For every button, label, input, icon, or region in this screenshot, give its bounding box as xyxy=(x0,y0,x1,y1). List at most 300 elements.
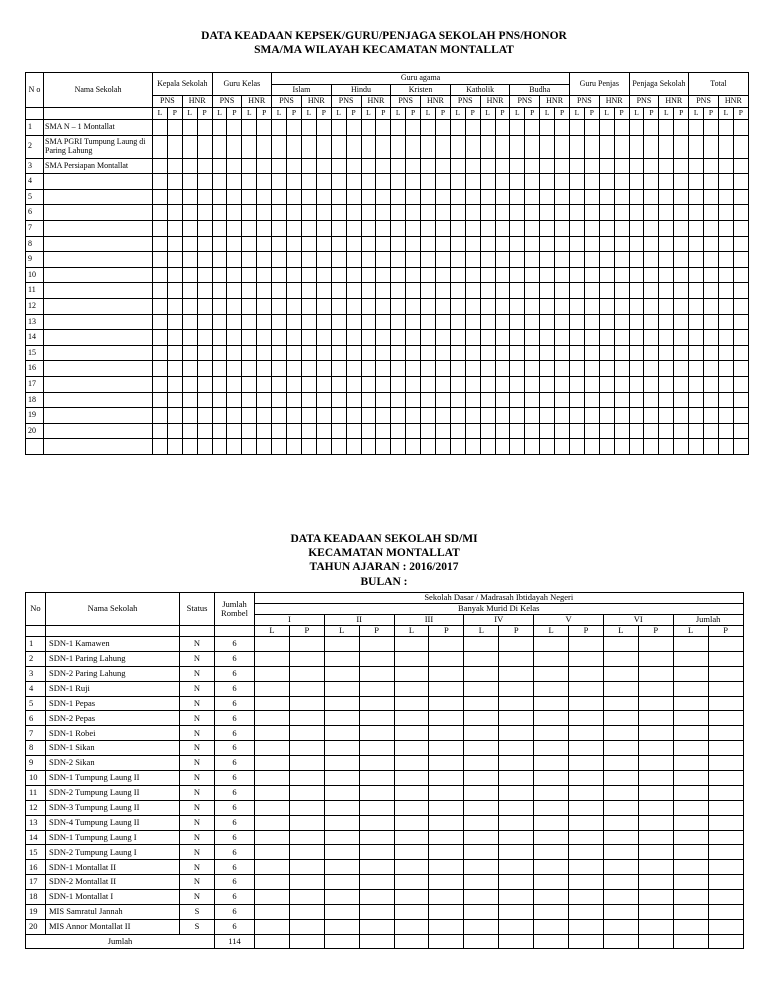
header-pns: PNS xyxy=(569,96,599,108)
data-cell xyxy=(153,174,168,190)
data-cell xyxy=(257,120,272,136)
data-cell xyxy=(534,696,569,711)
data-cell xyxy=(301,174,316,190)
data-cell xyxy=(673,666,708,681)
data-cell xyxy=(464,785,499,800)
data-cell xyxy=(718,392,733,408)
data-cell xyxy=(614,298,629,314)
data-cell xyxy=(346,174,361,190)
data-cell xyxy=(394,726,429,741)
data-cell xyxy=(599,120,614,136)
data-cell xyxy=(182,408,197,424)
data-cell xyxy=(510,158,525,174)
data-cell xyxy=(629,158,644,174)
data-cell xyxy=(435,205,450,221)
data-cell xyxy=(242,236,257,252)
data-cell xyxy=(167,392,182,408)
data-cell xyxy=(480,298,495,314)
data-cell xyxy=(465,408,480,424)
data-cell xyxy=(435,298,450,314)
data-cell xyxy=(555,376,570,392)
data-cell xyxy=(429,830,464,845)
data-cell xyxy=(644,361,659,377)
header-p: P xyxy=(406,108,421,120)
data-cell xyxy=(167,283,182,299)
data-cell xyxy=(689,158,704,174)
data-cell xyxy=(301,298,316,314)
data-cell xyxy=(569,283,584,299)
data-cell xyxy=(689,408,704,424)
data-cell xyxy=(376,298,391,314)
data-cell xyxy=(464,696,499,711)
data-cell xyxy=(555,252,570,268)
data-cell xyxy=(394,785,429,800)
header-l: L xyxy=(361,108,376,120)
data-cell xyxy=(464,815,499,830)
header-p: P xyxy=(638,626,673,637)
data-cell xyxy=(324,637,359,652)
data-cell xyxy=(272,376,287,392)
data-cell xyxy=(603,711,638,726)
data-cell xyxy=(674,205,689,221)
row-school-name xyxy=(44,376,153,392)
data-cell xyxy=(584,392,599,408)
data-cell xyxy=(287,189,302,205)
data-cell xyxy=(499,890,534,905)
data-cell xyxy=(289,741,324,756)
data-cell xyxy=(733,283,748,299)
data-cell xyxy=(429,845,464,860)
data-cell xyxy=(287,174,302,190)
row-rombel: 6 xyxy=(215,785,255,800)
data-cell xyxy=(569,696,604,711)
row-no: 9 xyxy=(26,252,44,268)
data-cell xyxy=(480,205,495,221)
data-cell xyxy=(638,905,673,920)
data-cell xyxy=(510,205,525,221)
row-school-name: SDN-2 Montallat II xyxy=(46,875,180,890)
data-cell xyxy=(599,439,614,455)
data-cell xyxy=(153,120,168,136)
data-cell xyxy=(331,376,346,392)
data-cell xyxy=(704,439,719,455)
row-no: 16 xyxy=(26,361,44,377)
data-cell xyxy=(674,252,689,268)
data-cell xyxy=(638,711,673,726)
data-cell xyxy=(733,205,748,221)
header-l: L xyxy=(242,108,257,120)
data-cell xyxy=(167,205,182,221)
data-cell xyxy=(540,252,555,268)
data-cell xyxy=(331,205,346,221)
data-cell xyxy=(450,408,465,424)
data-cell xyxy=(673,756,708,771)
data-cell xyxy=(242,298,257,314)
data-cell xyxy=(569,875,604,890)
data-cell xyxy=(629,392,644,408)
header-p: P xyxy=(257,108,272,120)
data-cell xyxy=(272,345,287,361)
data-cell xyxy=(316,423,331,439)
row-rombel: 6 xyxy=(215,890,255,905)
data-cell xyxy=(638,741,673,756)
data-cell xyxy=(242,189,257,205)
data-cell xyxy=(257,205,272,221)
row-status: S xyxy=(180,905,215,920)
data-cell xyxy=(510,220,525,236)
data-cell xyxy=(584,220,599,236)
data-cell xyxy=(638,890,673,905)
row-school-name xyxy=(44,205,153,221)
data-cell xyxy=(510,361,525,377)
data-cell xyxy=(629,220,644,236)
data-cell xyxy=(638,860,673,875)
data-cell xyxy=(287,135,302,158)
data-cell xyxy=(510,376,525,392)
header-p: P xyxy=(346,108,361,120)
data-cell xyxy=(316,330,331,346)
data-cell xyxy=(212,220,227,236)
header-pns: PNS xyxy=(212,96,242,108)
row-school-name xyxy=(44,314,153,330)
data-cell xyxy=(406,423,421,439)
data-cell xyxy=(659,376,674,392)
data-cell xyxy=(555,158,570,174)
data-cell xyxy=(599,189,614,205)
data-cell xyxy=(644,314,659,330)
data-cell xyxy=(704,423,719,439)
data-cell xyxy=(167,439,182,455)
data-cell xyxy=(182,330,197,346)
data-cell xyxy=(289,890,324,905)
data-cell xyxy=(733,408,748,424)
data-cell xyxy=(499,681,534,696)
data-cell xyxy=(704,267,719,283)
data-cell xyxy=(540,408,555,424)
data-cell xyxy=(167,361,182,377)
row-school-name: SDN-4 Tumpung Laung II xyxy=(46,815,180,830)
data-cell xyxy=(659,174,674,190)
data-cell xyxy=(525,314,540,330)
data-cell xyxy=(603,875,638,890)
data-cell xyxy=(227,283,242,299)
data-cell xyxy=(673,696,708,711)
header-p: P xyxy=(569,626,604,637)
table-row xyxy=(26,298,749,314)
data-cell xyxy=(167,345,182,361)
data-cell xyxy=(167,120,182,136)
data-cell xyxy=(359,711,394,726)
data-cell xyxy=(614,330,629,346)
data-cell xyxy=(391,283,406,299)
header-l: L xyxy=(212,108,227,120)
data-cell xyxy=(708,845,743,860)
data-cell xyxy=(289,681,324,696)
data-cell xyxy=(212,174,227,190)
data-cell xyxy=(272,220,287,236)
data-cell xyxy=(421,423,436,439)
data-cell xyxy=(272,408,287,424)
doc1-title-line2: SMA/MA WILAYAH KECAMATAN MONTALLAT xyxy=(254,44,514,56)
data-cell xyxy=(450,205,465,221)
data-cell xyxy=(361,174,376,190)
row-no: 19 xyxy=(26,408,44,424)
data-cell xyxy=(346,423,361,439)
data-cell xyxy=(346,330,361,346)
data-cell xyxy=(287,345,302,361)
data-cell xyxy=(534,756,569,771)
data-cell xyxy=(435,174,450,190)
header-katholik: Katholik xyxy=(450,85,510,96)
row-school-name xyxy=(44,392,153,408)
data-cell xyxy=(324,711,359,726)
data-cell xyxy=(603,815,638,830)
row-rombel: 6 xyxy=(215,830,255,845)
data-cell xyxy=(708,651,743,666)
row-status: N xyxy=(180,741,215,756)
data-cell xyxy=(182,439,197,455)
data-cell xyxy=(659,220,674,236)
data-cell xyxy=(555,120,570,136)
table-row xyxy=(26,785,744,800)
data-cell xyxy=(435,158,450,174)
data-cell xyxy=(480,439,495,455)
data-cell xyxy=(689,120,704,136)
data-cell xyxy=(346,158,361,174)
data-cell xyxy=(182,158,197,174)
data-cell xyxy=(197,120,212,136)
header-blank xyxy=(215,626,255,637)
doc2-title-line1: DATA KEADAAN SEKOLAH SD/MI xyxy=(290,533,478,545)
data-cell xyxy=(289,637,324,652)
data-cell xyxy=(242,423,257,439)
data-cell xyxy=(182,361,197,377)
data-cell xyxy=(674,392,689,408)
table-row xyxy=(26,681,744,696)
total-label: Jumlah xyxy=(26,934,215,948)
data-cell xyxy=(182,120,197,136)
header-p: P xyxy=(495,108,510,120)
data-cell xyxy=(584,252,599,268)
data-cell xyxy=(540,298,555,314)
data-cell xyxy=(316,361,331,377)
data-cell xyxy=(659,392,674,408)
data-cell xyxy=(346,267,361,283)
data-cell xyxy=(435,189,450,205)
data-cell xyxy=(301,267,316,283)
data-cell xyxy=(718,423,733,439)
data-cell xyxy=(287,376,302,392)
data-cell xyxy=(391,158,406,174)
data-cell xyxy=(540,283,555,299)
data-cell xyxy=(182,205,197,221)
data-cell xyxy=(429,919,464,934)
data-cell xyxy=(659,439,674,455)
data-cell xyxy=(255,860,290,875)
data-cell xyxy=(555,135,570,158)
data-cell xyxy=(704,236,719,252)
data-cell xyxy=(331,314,346,330)
data-cell xyxy=(255,875,290,890)
data-cell xyxy=(182,267,197,283)
data-cell xyxy=(614,423,629,439)
data-cell xyxy=(316,314,331,330)
data-cell xyxy=(316,439,331,455)
data-cell xyxy=(227,330,242,346)
data-cell xyxy=(376,423,391,439)
data-cell xyxy=(733,189,748,205)
data-cell xyxy=(331,423,346,439)
data-cell xyxy=(499,875,534,890)
data-cell xyxy=(197,189,212,205)
data-cell xyxy=(406,174,421,190)
data-cell xyxy=(673,905,708,920)
data-cell xyxy=(614,392,629,408)
data-cell xyxy=(659,120,674,136)
data-cell xyxy=(603,741,638,756)
data-cell xyxy=(227,267,242,283)
data-cell xyxy=(255,681,290,696)
data-cell xyxy=(212,408,227,424)
header-kelas-2: II xyxy=(324,615,394,626)
data-cell xyxy=(673,681,708,696)
data-cell xyxy=(287,298,302,314)
data-cell xyxy=(394,756,429,771)
data-cell xyxy=(718,283,733,299)
data-cell xyxy=(464,726,499,741)
data-cell xyxy=(673,800,708,815)
data-cell xyxy=(227,174,242,190)
data-cell xyxy=(510,423,525,439)
data-cell xyxy=(599,174,614,190)
data-cell xyxy=(704,252,719,268)
table-row xyxy=(26,666,744,681)
row-status: N xyxy=(180,756,215,771)
data-cell xyxy=(495,236,510,252)
data-cell xyxy=(674,135,689,158)
data-cell xyxy=(376,330,391,346)
row-status: N xyxy=(180,726,215,741)
data-cell xyxy=(540,314,555,330)
data-cell xyxy=(167,314,182,330)
data-cell xyxy=(212,361,227,377)
header-kepala-sekolah: Kepala Sekolah xyxy=(153,73,213,96)
data-cell xyxy=(287,283,302,299)
header-nama-sekolah: Nama Sekolah xyxy=(44,73,153,108)
data-cell xyxy=(406,135,421,158)
data-cell xyxy=(495,283,510,299)
table-row xyxy=(26,423,749,439)
data-cell xyxy=(242,283,257,299)
header-hnr: HNR xyxy=(599,96,629,108)
header-l: L xyxy=(324,626,359,637)
header-pns: PNS xyxy=(272,96,302,108)
data-cell xyxy=(167,158,182,174)
data-cell xyxy=(525,439,540,455)
data-cell xyxy=(465,439,480,455)
data-cell xyxy=(584,423,599,439)
data-cell xyxy=(435,120,450,136)
row-no: 8 xyxy=(26,236,44,252)
data-cell xyxy=(614,361,629,377)
row-school-name: SDN-1 Tumpung Laung II xyxy=(46,771,180,786)
row-no: 3 xyxy=(26,158,44,174)
data-cell xyxy=(391,314,406,330)
data-cell xyxy=(603,830,638,845)
data-cell xyxy=(555,298,570,314)
data-cell xyxy=(525,298,540,314)
data-cell xyxy=(435,314,450,330)
row-status: N xyxy=(180,711,215,726)
total-cell xyxy=(464,934,499,948)
row-no: 20 xyxy=(26,919,46,934)
row-no xyxy=(26,439,44,455)
data-cell xyxy=(674,174,689,190)
data-cell xyxy=(406,220,421,236)
data-cell xyxy=(429,756,464,771)
data-cell xyxy=(704,392,719,408)
data-cell xyxy=(359,800,394,815)
table-row xyxy=(26,220,749,236)
data-cell xyxy=(464,771,499,786)
data-cell xyxy=(718,298,733,314)
data-cell xyxy=(673,651,708,666)
table-row xyxy=(26,696,744,711)
data-cell xyxy=(406,330,421,346)
data-cell xyxy=(659,330,674,346)
data-cell xyxy=(638,815,673,830)
data-cell xyxy=(429,771,464,786)
data-cell xyxy=(316,120,331,136)
header-l: L xyxy=(629,108,644,120)
row-no: 17 xyxy=(26,376,44,392)
data-cell xyxy=(153,439,168,455)
data-cell xyxy=(301,135,316,158)
data-cell xyxy=(525,408,540,424)
data-cell xyxy=(242,376,257,392)
row-no: 6 xyxy=(26,205,44,221)
data-cell xyxy=(331,120,346,136)
table-row xyxy=(26,800,744,815)
data-cell xyxy=(391,120,406,136)
row-no: 1 xyxy=(26,120,44,136)
data-cell xyxy=(331,330,346,346)
data-cell xyxy=(255,845,290,860)
data-cell xyxy=(495,439,510,455)
header-p: P xyxy=(614,108,629,120)
data-cell xyxy=(689,283,704,299)
data-cell xyxy=(301,376,316,392)
row-rombel: 6 xyxy=(215,696,255,711)
data-cell xyxy=(644,283,659,299)
data-cell xyxy=(599,330,614,346)
data-cell xyxy=(197,408,212,424)
data-cell xyxy=(465,120,480,136)
data-cell xyxy=(540,189,555,205)
data-cell xyxy=(435,361,450,377)
data-cell xyxy=(257,392,272,408)
data-cell xyxy=(569,298,584,314)
data-cell xyxy=(435,330,450,346)
data-cell xyxy=(644,330,659,346)
data-cell xyxy=(167,330,182,346)
header-blank xyxy=(44,108,153,120)
data-cell xyxy=(689,330,704,346)
data-cell xyxy=(359,860,394,875)
data-cell xyxy=(495,298,510,314)
header-blank xyxy=(26,108,44,120)
data-cell xyxy=(584,345,599,361)
